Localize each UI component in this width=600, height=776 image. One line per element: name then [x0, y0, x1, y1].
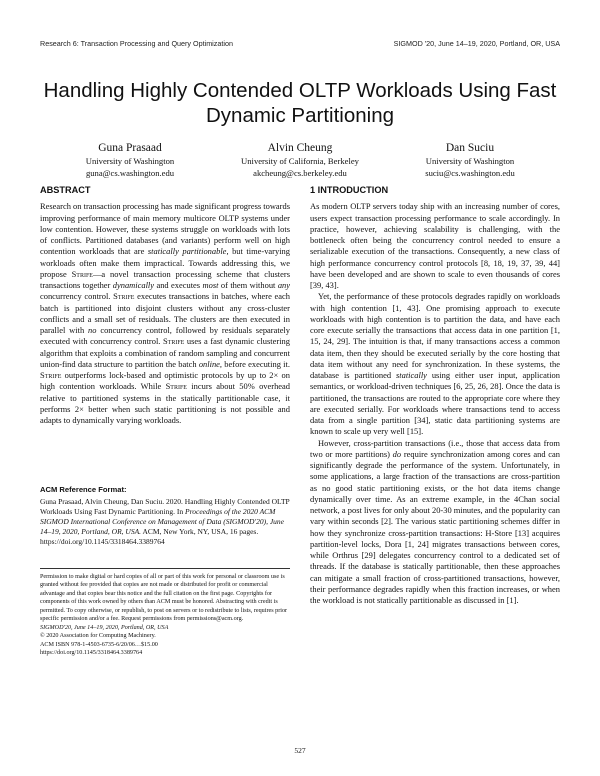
intro-paragraph-3: However, cross-partition transactions (i.e., those that access data from two or more partitions) do require synchronization among cores and can significantly degrade the performance of the system. Unfortunately, in some applications, a large fraction of the transactions are cross-partition as no good static partitioning exists, or the hot data items change dynamically over time. As an extreme example, in the 4Chan social network, a post lives for only about 20-30 minutes, and the popularity can vary within seconds [2]. The various static partitioning schemes differ in how they synchronize cross-partition transactions: H-Store [13] acquires partition-level locks, Dora [1, 24] migrates transactions between cores, while Orthrus [29] delegates concurrency control to a dedicated set of threads. If the database is statically partitionable, then these approaches can mitigate a small fraction of cross-partitioned transactions, however, their performance degrades rapidly when this fraction increases, or when the workload is not statically partitionable as discussed in [1]. [310, 437, 560, 605]
author-block-1 [40, 143, 220, 179]
author-email: suciu@cs.washington.edu [425, 167, 515, 178]
permission-notice [40, 573, 290, 658]
paper-title: Handling Highly Contended OLTP Workloads Using Fast Dynamic Partitioning [43, 79, 557, 127]
footnote-rule [40, 568, 290, 569]
introduction-heading: 1 INTRODUCTION [310, 185, 389, 195]
author-name: Guna Prasaad [98, 142, 162, 154]
abstract-section [40, 185, 290, 426]
running-header-right: SIGMOD '20, June 14–19, 2020, Portland, OR, USA [393, 39, 560, 48]
intro-paragraph-1: As modern OLTP servers today ship with an increasing number of cores, users expect transaction processing performance to scale accordingly. In practice, however, achieving scalability is challenging, with the bottleneck often being the concurrency control needed to ensure a serializable execution of the transactions. Consequently, a new class of high performance concurrency control protocols [8, 18, 19, 37, 39, 44] have been developed and are shown to scale to even thousands of cores [39, 43]. [310, 201, 560, 290]
permission-text: Permission to make digital or hard copies of all or part of this work for personal or classroom use is granted without fee provided that copies are not made or distributed for profit or commercial advantage and that copies bear this notice and the full citation on the first page. Copyrights for components of this work owned by others than ACM must be honored. Abstracting with credit is permitted. To copy otherwise, or republish, to post on servers or to redistribute to lists, requires prior specific permission and/or a fee. Request permissions from permissions@acm.org. [40, 574, 288, 623]
author-email: guna@cs.washington.edu [85, 167, 175, 178]
author-block-3 [380, 143, 560, 179]
intro-paragraph-2: Yet, the performance of these protocols degrades rapidly on workloads with high contention [1, 43]. One promising approach to execute workloads with high contention is to partition the data, and have each core execute serially the transactions that access data in one partition [1, 15, 24, 29]. The intuition is that, if many transactions access a common data item, then they should be executed serially by the core hosting that data item without any need for synchronization. In these systems, the database is partitioned statically using either user input, application semantics, or workload-driven techniques [6, 25, 26, 28]. Once the data is partitioned, the transactions are routed to the appropriate core where they are executed serially. For workloads where transactions tend to access data from a single partition [34], static data partitioning systems are known to scale up very well [15]. [310, 291, 560, 437]
acm-reference [40, 485, 290, 547]
abstract-heading: ABSTRACT [40, 185, 91, 195]
author-name: Dan Suciu [445, 142, 495, 154]
acm-reference-heading: ACM Reference Format: [40, 485, 127, 494]
author-affiliation: University of Washington [85, 156, 175, 167]
author-affiliation: University of Washington [425, 156, 515, 167]
isbn-line: ACM ISBN 978-1-4503-6735-6/20/06…$15.00 [40, 641, 158, 648]
author-affiliation: University of California, Berkeley [241, 156, 359, 167]
page-number: 527 [294, 746, 306, 755]
copyright-line: © 2020 Association for Computing Machinery. [40, 633, 156, 640]
author-block-2 [210, 143, 390, 179]
author-email: akcheung@cs.berkeley.edu [253, 167, 347, 178]
doi-line: https://doi.org/10.1145/3318464.3389764 [40, 650, 143, 657]
author-name: Alvin Cheung [267, 142, 333, 154]
acm-reference-text: Guna Prasaad, Alvin Cheung, Dan Suciu. 2020. Handling Highly Contended OLTP Workloads Using Fast Dynamic Partitioning. In Proceedings of the 2020 ACM SIGMOD International Conference on Management of Data (SIGMOD'20), June 14–19, 2020, Portland, OR, USA. ACM, New York, NY, USA, 16 pages. https://doi.org/10.1145/3318464.3389764 [40, 497, 290, 546]
running-header-left: Research 6: Transaction Processing and Query Optimization [40, 39, 233, 48]
abstract-text: Research on transaction processing has made significant progress towards improving performance of main memory multicore OLTP systems under low contention. However, these systems struggle on workloads with lots of conflicts. Partitioned databases (and variants) perform well on high contention workloads that are statically partitionable, but time-varying workloads often make them impractical. Towards addressing this, we propose Strife—a novel transaction processing scheme that clusters transactions together dynamically and executes most of them without any concurrency control. Strife executes transactions in batches, where each batch is partitioned into disjoint clusters without any cross-cluster conflicts and a small set of residuals. The clusters are then executed in parallel with no concurrency control, followed by residuals separately executed with concurrency control. Strife uses a fast dynamic clustering algorithm that exploits a combination of random sampling and concurrent union-find data structure to partition the batch online, before executing it. Strife outperforms lock-based and optimistic protocols by up to 2× on high contention workloads. While Strife incurs about 50% overhead relative to partitioned systems in the statically partitionable case, it performs 2× better when such static partitioning is not possible and adapts to dynamically varying workloads. [40, 201, 291, 425]
introduction-section [310, 185, 560, 606]
venue-line: SIGMOD'20, June 14–19, 2020, Portland, OR, USA [40, 624, 169, 631]
